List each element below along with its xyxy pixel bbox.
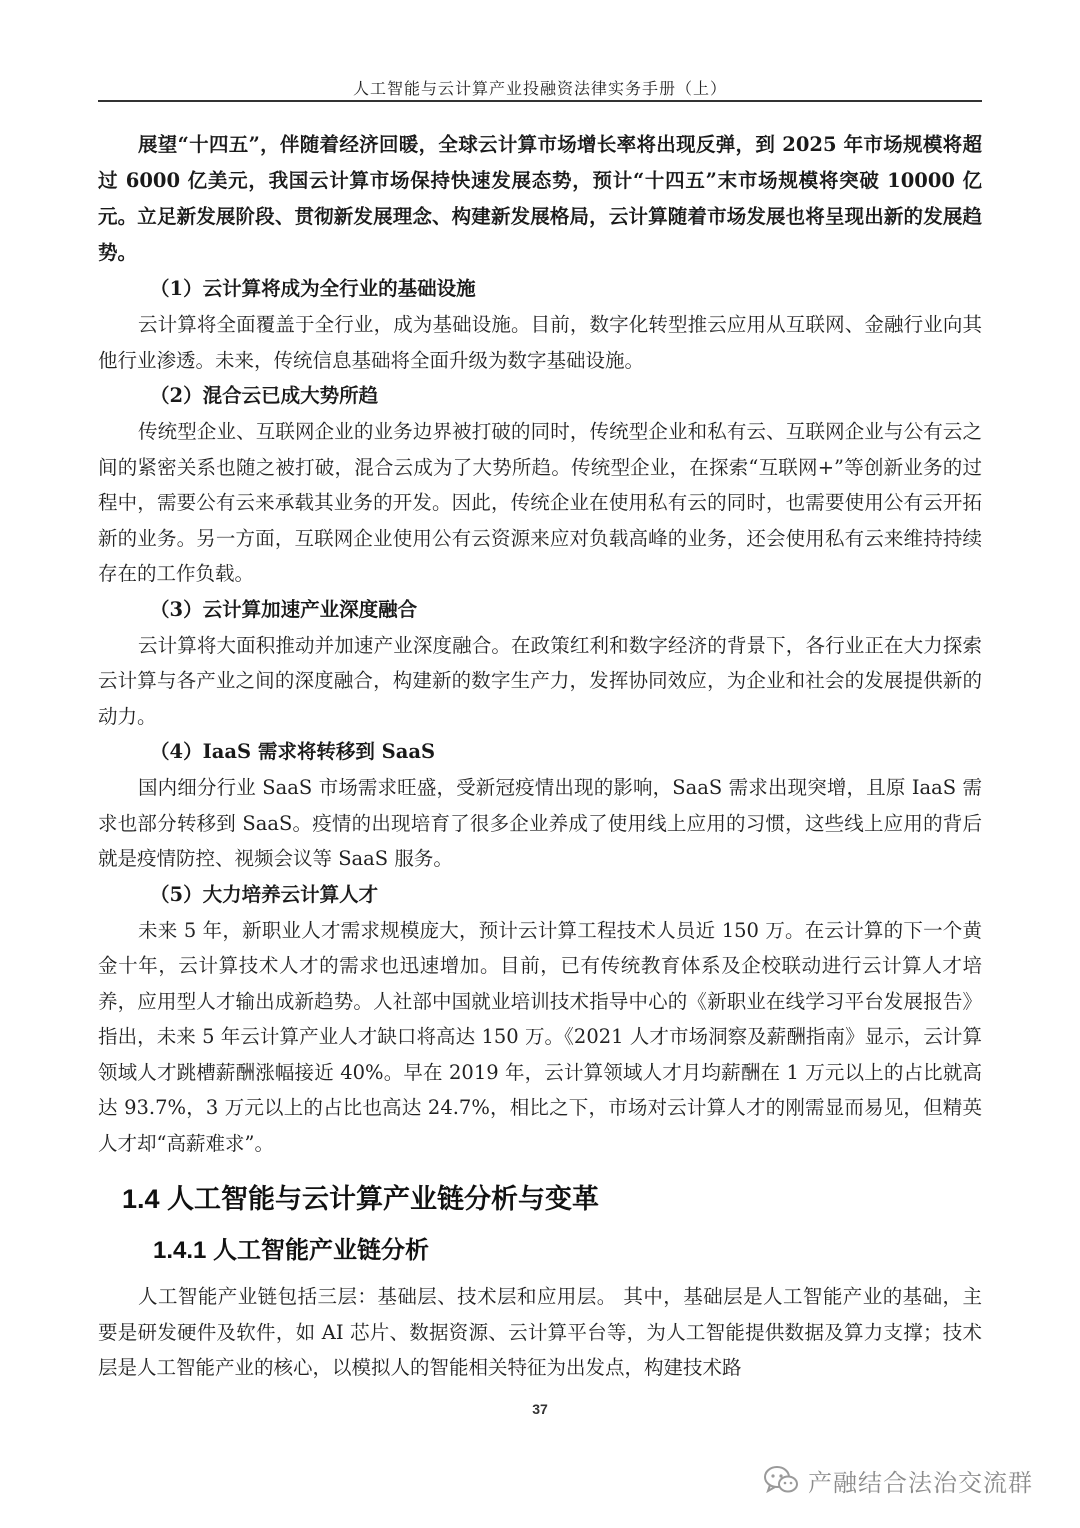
header-rule (98, 100, 982, 102)
section-heading-5: （5）大力培养云计算人才 (150, 882, 379, 906)
watermark (762, 1460, 1033, 1500)
watermark-text: 产融结合法治交流群 (808, 1468, 1033, 1497)
section-heading-2: （2）混合云已成大势所趋 (150, 384, 379, 407)
section-heading-4: （4）IaaS 需求将转移到 SaaS (150, 740, 436, 763)
section-heading-3: （3）云计算加速产业深度融合 (150, 597, 418, 621)
wechat-icon (762, 1464, 800, 1496)
running-header: 人工智能与云计算产业投融资法律实务手册（上） (352, 79, 727, 98)
intro-paragraph: 展望“十四五”，伴随着经济回暖，全球云计算市场增长率将出现反弹，到 2025 年市场规模将超过 6000 亿美元，我国云计算市场保持快速发展态势，预计“十四五”末市场规模将突破 10000 亿元。立足新发展阶段、贯彻新发展理念、构建新发展格局，云计算随着市场发展也将呈现出新的发展趋势。 (98, 133, 982, 264)
section-body-5: 未来 5 年，新职业人才需求规模庞大，预计云计算工程技术人员近 150 万。在云计算的下一个黄金十年，云计算技术人才的需求也迅速增加。目前，已有传统教育体系及企校联动进行云计算人才培养，应用型人才输出成新趋势。人社部中国就业培训技术指导中心的《新职业在线学习平台发展报告》指出，未来 5 年云计算产业人才缺口将高达 150 万。《2021 人才市场洞察及薪酬指南》显示，云计算领域人才跳槽薪酬涨幅接近 40%。早在 2019 年，云计算领域人才月均薪酬在 1 万元以上的占比就高达 93.7%，3 万元以上的占比也高达 24.7%，相比之下，市场对云计算人才的刚需显而易见，但精英人才却“高薪难求”。 (98, 918, 982, 1155)
subsection-heading: 1.4.1 人工智能产业链分析 (153, 1237, 430, 1264)
section-heading-1: （1）云计算将成为全行业的基础设施 (150, 277, 476, 300)
chapter-heading: 1.4 人工智能与云计算产业链分析与变革 (122, 1184, 600, 1214)
section-body-4: 国内细分行业 SaaS 市场需求旺盛，受新冠疫情出现的影响，SaaS 需求出现突增，且原 IaaS 需求也部分转移到 SaaS。疫情的出现培育了很多企业养成了使用线上应用的习惯，这些线上应用的背后就是疫情防控、视频会议等 SaaS 服务。 (98, 776, 982, 870)
section-body-1: 云计算将全面覆盖于全行业，成为基础设施。目前，数字化转型推云应用从互联网、金融行业向其他行业渗透。未来，传统信息基础将全面升级为数字基础设施。 (98, 313, 982, 372)
section-body-2: 传统型企业、互联网企业的业务边界被打破的同时，传统型企业和私有云、互联网企业与公有云之间的紧密关系也随之被打破，混合云成为了大势所趋。传统型企业，在探索“互联网+”等创新业务的过程中，需要公有云来承载其业务的开发。因此，传统企业在使用私有云的同时，也需要使用公有云开拓新的业务。另一方面，互联网企业使用公有云资源来应对负载高峰的业务，还会使用私有云来维持持续存在的工作负载。 (98, 420, 982, 585)
page-number: 37 (532, 1401, 548, 1417)
section-body-3: 云计算将大面积推动并加速产业深度融合。在政策红利和数字经济的背景下，各行业正在大力探索云计算与各产业之间的深度融合，构建新的数字生产力，发挥协同效应，为企业和社会的发展提供新的动力。 (98, 633, 982, 728)
final-paragraph: 人工智能产业链包括三层：基础层、技术层和应用层。 其中，基础层是人工智能产业的基础，主要是研发硬件及软件，如 AI 芯片、数据资源、云计算平台等，为人工智能提供数据及算力支撑；技术层是人工智能产业的核心，以模拟人的智能相关特征为出发点，构建技术路 (98, 1285, 982, 1379)
page-body (98, 127, 982, 1386)
